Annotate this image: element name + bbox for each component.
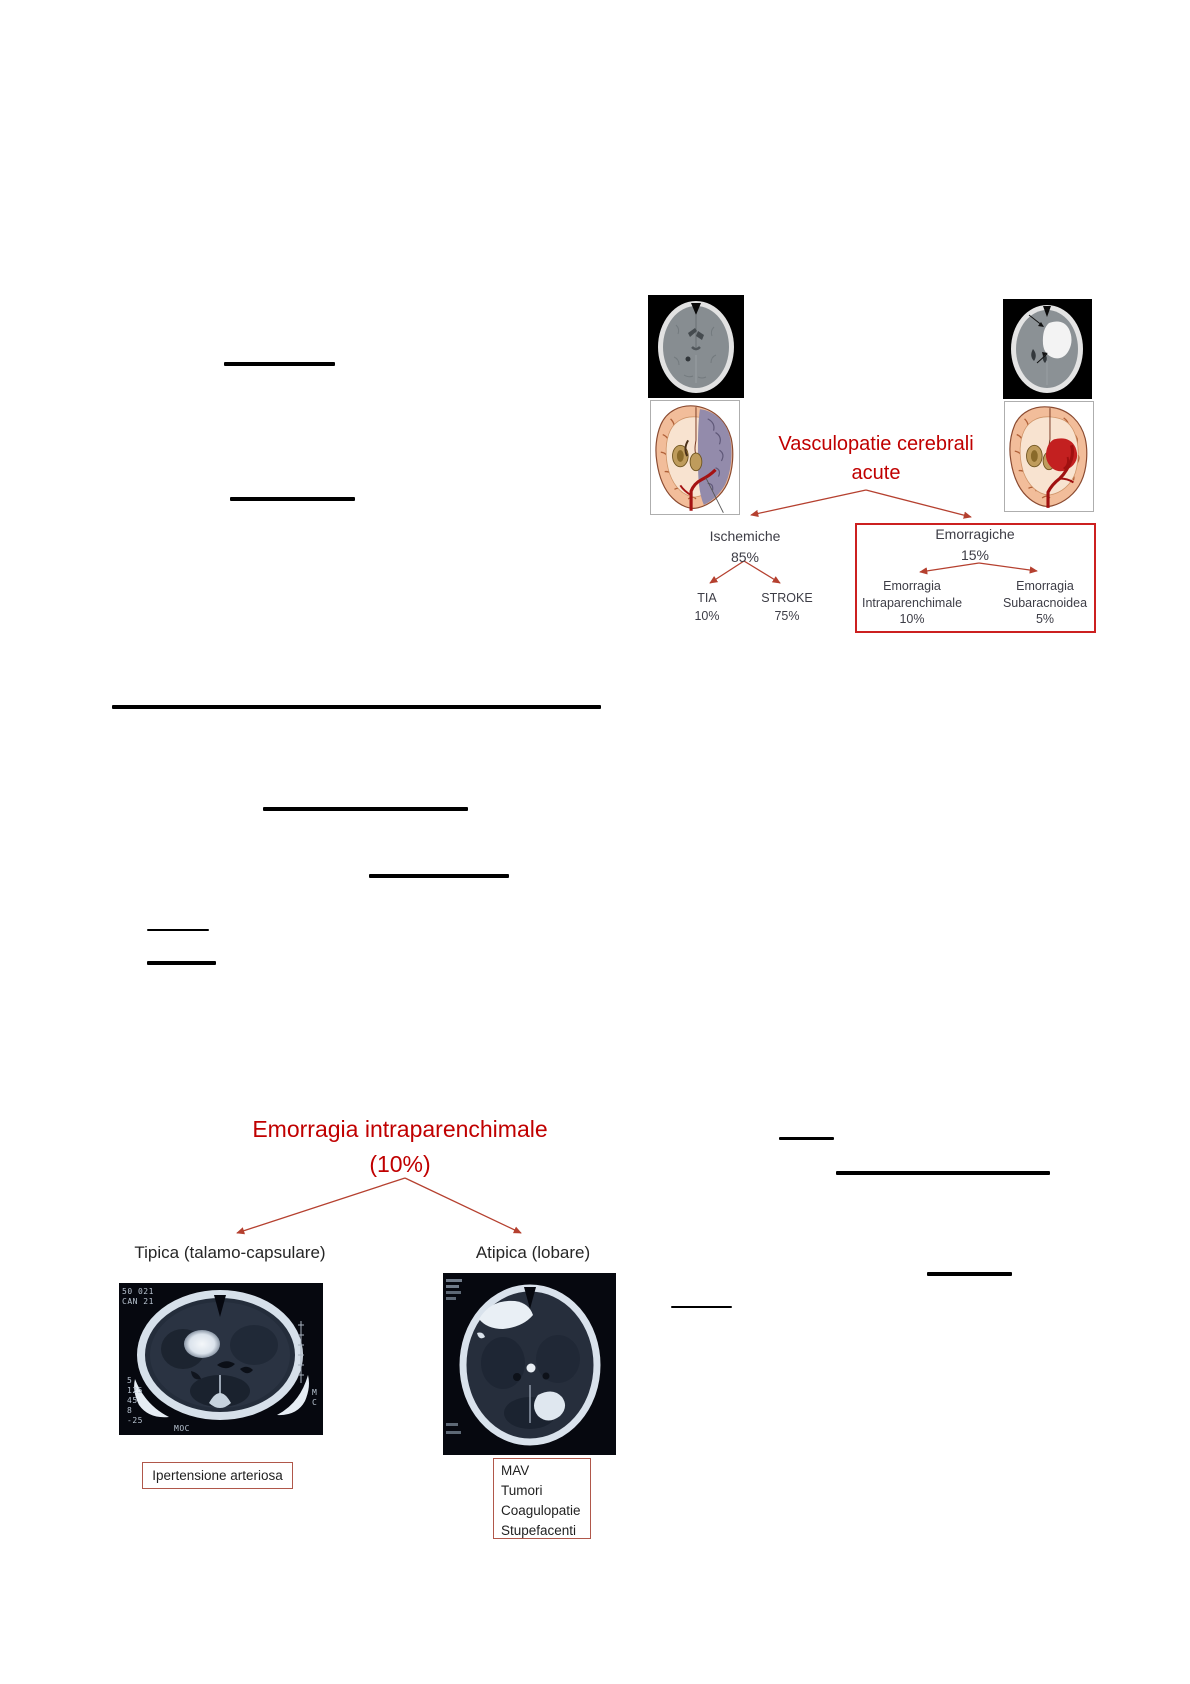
hemorrhage-blob xyxy=(184,1330,220,1358)
cause-label: Ipertensione arteriosa xyxy=(152,1468,283,1483)
handwritten-underline xyxy=(369,874,509,878)
handwritten-underline xyxy=(836,1171,1050,1175)
ct-scan-ischemic-thumbnail xyxy=(648,295,744,398)
top-title-line2: acute xyxy=(851,462,901,484)
handwritten-underline xyxy=(112,705,601,709)
top-title-line1: Vasculopatie cerebrali xyxy=(778,433,974,455)
node-label: Subaracnoidea xyxy=(1002,595,1088,610)
node-label: Emorragia xyxy=(883,579,941,593)
node-label: Emorragiche xyxy=(935,526,1015,542)
branch-label-atipica: Atipica (lobare) xyxy=(475,1243,591,1262)
node-label: Ischemiche xyxy=(709,528,781,544)
cause-box-atipica xyxy=(493,1458,591,1539)
node-pct: 10% xyxy=(899,612,925,626)
ct-meta-text: 8 xyxy=(127,1406,133,1415)
ct-meta-text: 125 xyxy=(127,1386,143,1395)
node-tia xyxy=(677,590,737,625)
bottom-title-line2: (10%) xyxy=(369,1151,431,1177)
handwritten-underline xyxy=(224,362,335,366)
cause-item: Coagulopatie xyxy=(501,1503,581,1518)
node-ischemiche xyxy=(690,526,800,568)
node-pct: 85% xyxy=(730,549,760,565)
ct-meta-text: M xyxy=(312,1388,318,1397)
node-label: Intraparenchimale xyxy=(861,595,963,610)
branch-label-tipica: Tipica (talamo-capsulare) xyxy=(134,1243,326,1262)
handwritten-underline xyxy=(779,1137,834,1140)
node-label: Emorragia xyxy=(1016,579,1074,593)
node-pct: 75% xyxy=(774,608,800,623)
handwritten-underline xyxy=(230,497,355,501)
cause-item: Stupefacenti xyxy=(501,1523,577,1538)
node-stroke xyxy=(747,590,827,625)
handwritten-underline xyxy=(671,1306,732,1308)
ct-meta-text: 50 021 xyxy=(122,1287,154,1296)
ct-scan-hemorrhagic-thumbnail xyxy=(1003,299,1092,399)
cause-item: Tumori xyxy=(501,1483,543,1498)
hemorrhage-blob xyxy=(1043,321,1072,358)
node-pct: 5% xyxy=(1035,612,1055,626)
ct-scan-atipica-image xyxy=(443,1273,616,1455)
handwritten-underline xyxy=(927,1272,1012,1276)
node-pct: 15% xyxy=(960,547,990,563)
node-emorragia-intraparenchimale xyxy=(850,578,974,628)
node-label: STROKE xyxy=(761,591,813,605)
ct-scan-tipica-image xyxy=(119,1283,323,1435)
ct-meta-text: 45 xyxy=(127,1396,138,1405)
node-emorragia-subaracnoidea xyxy=(983,578,1107,628)
cause-item: MAV xyxy=(501,1463,530,1478)
node-label: TIA xyxy=(697,591,717,605)
ct-meta-text: 5 xyxy=(127,1376,133,1385)
bottom-title-line1: Emorragia intraparenchimale xyxy=(252,1116,548,1142)
cause-box-ipertensione xyxy=(142,1462,293,1489)
ct-meta-text: -25 xyxy=(127,1416,143,1425)
node-emorragiche xyxy=(920,524,1030,566)
ct-meta-text: CAN 21 xyxy=(122,1297,154,1306)
ct-meta-text: C xyxy=(312,1398,318,1407)
handwritten-underline xyxy=(263,807,468,811)
top-diagram-title xyxy=(726,430,1026,488)
bottom-diagram-title xyxy=(250,1112,550,1182)
ct-meta-text: MOC xyxy=(174,1424,190,1433)
handwritten-underline xyxy=(147,929,209,931)
node-pct: 10% xyxy=(694,608,720,623)
handwritten-underline xyxy=(147,961,216,965)
